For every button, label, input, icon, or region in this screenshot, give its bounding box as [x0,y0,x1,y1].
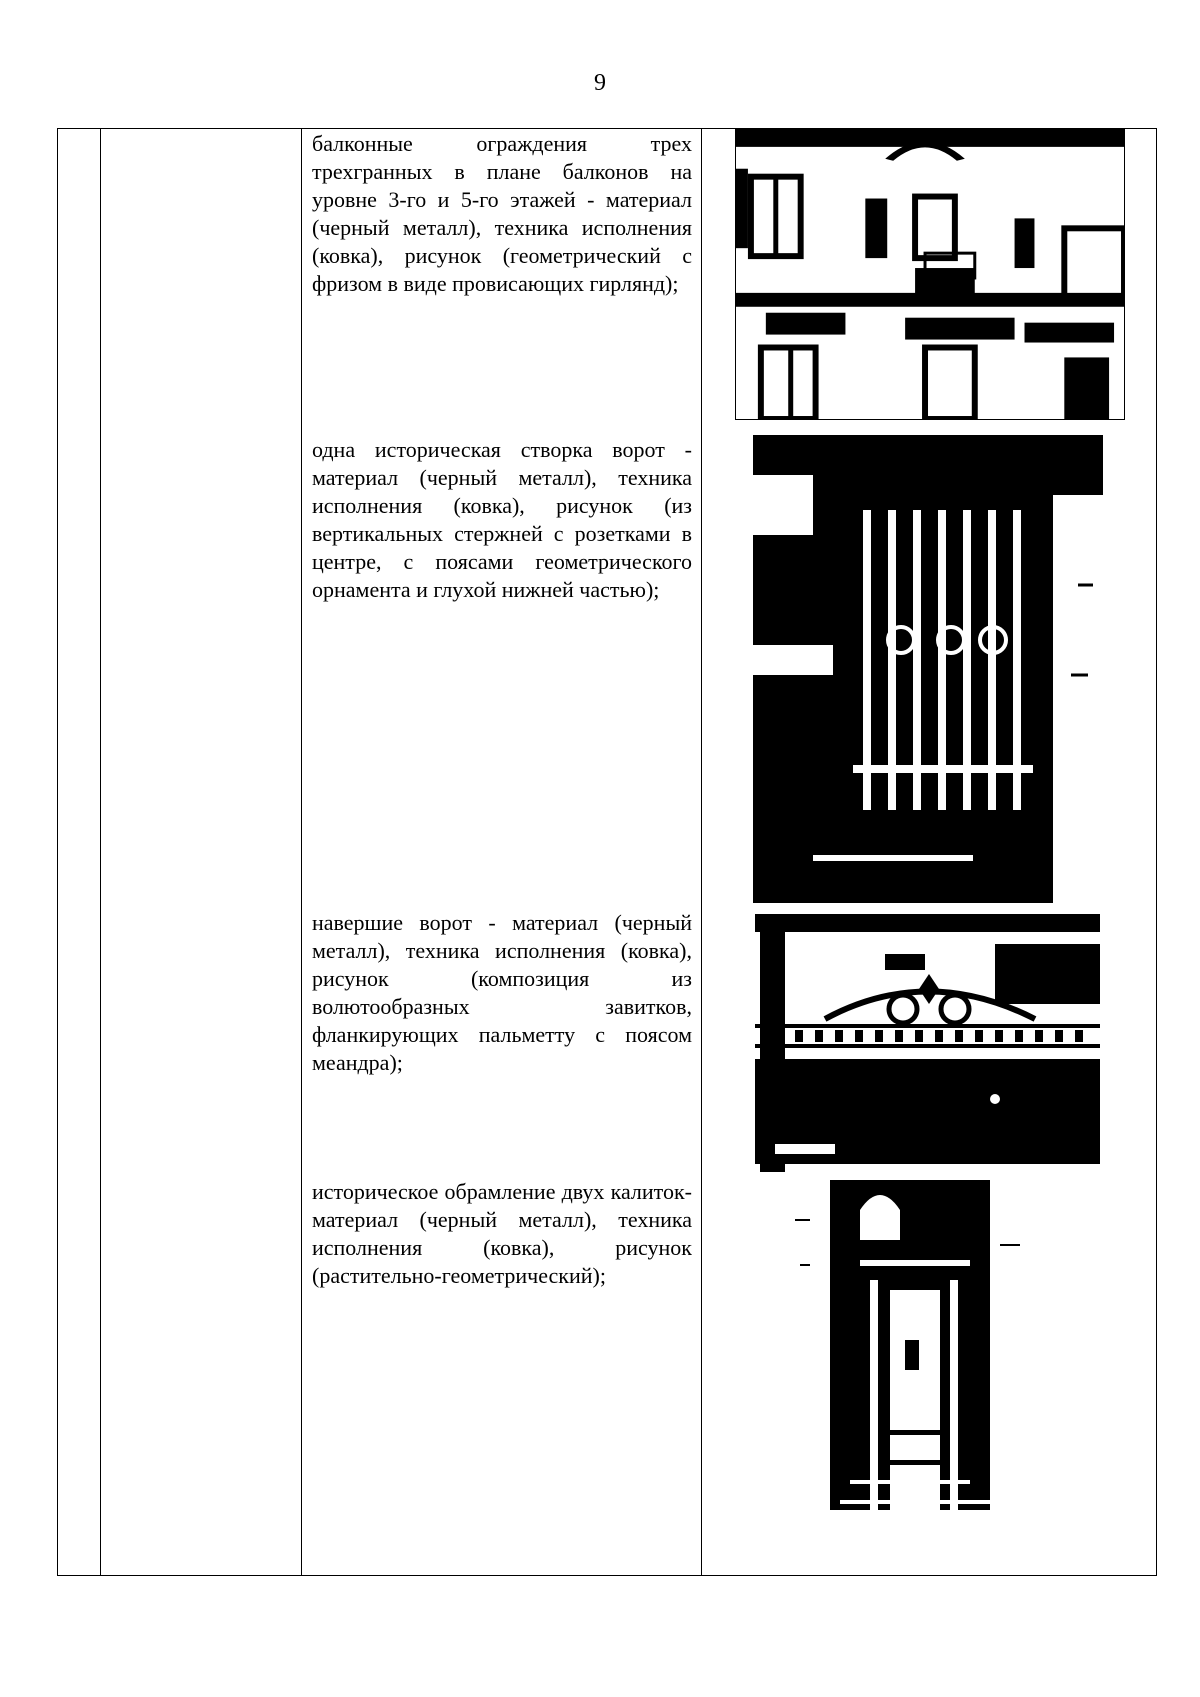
item-description-balcony: балконные ограждения трех трехгранных в плане балконов на уровне 3-го и 5-го этажей - материал (черный металл), техника исполнения (ковка), рисунок (геометрический с фризом в виде провисающих гирлянд); [312,131,692,296]
building-facade-photo [735,128,1125,420]
item-description-wicket-frame: историческое обрамление двух калиток- материал (черный металл), техника исполнения (ковка), рисунок (растительно-геометрический); [312,1179,692,1288]
gate-leaf-photo [753,435,1103,903]
gate-crest-photo [755,914,1100,1172]
page-number: 9 [594,70,606,96]
wicket-frame-photo [790,1180,1050,1550]
column-divider [100,129,101,1575]
item-description-gate-crest: навершие ворот - материал (черный металл), техника исполнения (ковка), рисунок (композиция из волютообразных завитков, фланкирующих пальметту с поясом меандра); [312,910,692,1075]
column-divider [301,129,302,1575]
column-divider [701,129,702,1575]
item-description-gate-leaf: одна историческая створка ворот - материал (черный металл), техника исполнения (ковка), рисунок (из вертикальных стержней с розетками в центре, с поясами геометрического орнамента и глухой нижней частью); [312,437,692,602]
